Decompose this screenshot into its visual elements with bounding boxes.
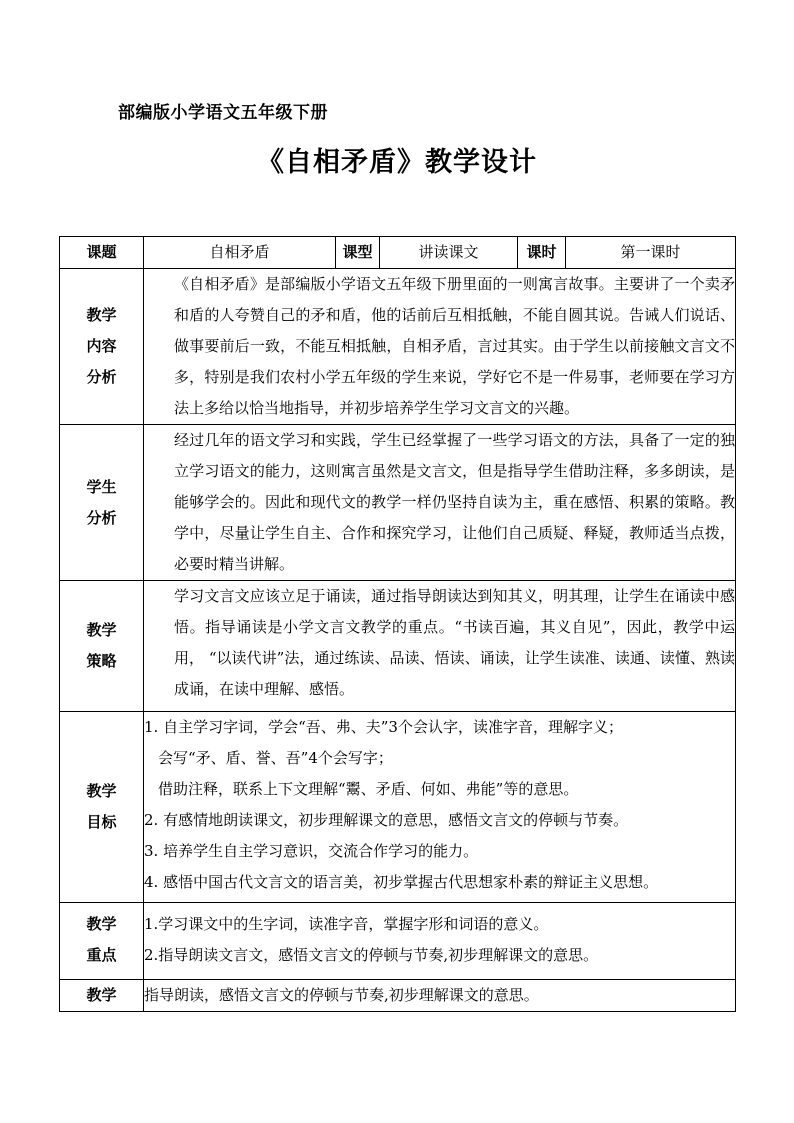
lesson-plan-table bbox=[59, 236, 736, 1012]
list-item: 1.学习课文中的生字词，读准字音，掌握字形和词语的意义。 bbox=[144, 915, 549, 933]
difficulties-text: 指导朗读，感悟文言文的停顿与节奏,初步理解课文的意思。 bbox=[144, 980, 736, 1012]
difficulties-label: 教学 bbox=[60, 980, 144, 1012]
strategy-row bbox=[60, 581, 736, 712]
student-analysis-text: 经过几年的语文学习和实践，学生已经掌握了一些学习语文的方法，具备了一定的独立学习语文的能力，这则寓言虽然是文言文，但是指导学生借助注释，多多朗读，是能够学会的。因此和现代文的教学一样仍坚持自读为主，重在感悟、积累的策略。教学中，尽量让学生自主、合作和探究学习，让他们自己质疑、释疑，教师适当点拨，必要时精当讲解。 bbox=[144, 425, 736, 581]
period-value: 第一课时 bbox=[566, 237, 736, 269]
list-item: 1. 自主学习字词，学会“吾、弗、夫”3个会认字，读准字音，理解字义； bbox=[144, 718, 623, 736]
document-subtitle: 部编版小学语文五年级下册 bbox=[118, 103, 328, 123]
goals-label: 教学 目标 bbox=[60, 712, 144, 903]
period-label: 课时 bbox=[518, 237, 566, 269]
list-item: 借助注释，联系上下文理解“鬻、矛盾、何如、弗能”等的意思。 bbox=[158, 780, 579, 798]
list-item: 3. 培养学生自主学习意识，交流合作学习的能力。 bbox=[144, 842, 479, 860]
student-analysis-row bbox=[60, 425, 736, 581]
key-points-label: 教学 重点 bbox=[60, 903, 144, 980]
type-value: 讲读课文 bbox=[380, 237, 518, 269]
student-analysis-label: 学生 分析 bbox=[60, 425, 144, 581]
key-points-list bbox=[144, 903, 736, 980]
type-label: 课型 bbox=[336, 237, 380, 269]
goals-row bbox=[60, 712, 736, 903]
strategy-text: 学习文言文应该立足于诵读，通过指导朗读达到知其义，明其理，让学生在诵读中感悟。指导诵读是小学文言文教学的重点。“书读百遍，其义自见”，因此，教学中运用， “以读代讲”法，通过练读、品读、悟读、诵读，让学生读准、读通、读懂、熟读成诵，在读中理解、感悟。 bbox=[144, 581, 736, 712]
info-row bbox=[60, 237, 736, 269]
strategy-label: 教学 策略 bbox=[60, 581, 144, 712]
content-analysis-text: 《自相矛盾》是部编版小学语文五年级下册里面的一则寓言故事。主要讲了一个卖矛和盾的人夸赞自己的矛和盾，他的话前后互相抵触，不能自圆其说。告诫人们说话、做事要前后一致，不能互相抵触，自相矛盾，言过其实。由于学生以前接触文言文不多，特别是我们农村小学五年级的学生来说，学好它不是一件易事，老师要在学习方法上多给以恰当地指导，并初步培养学生学习文言文的兴趣。 bbox=[144, 269, 736, 425]
document-title: 《自相矛盾》教学设计 bbox=[257, 147, 537, 178]
content-analysis-row bbox=[60, 269, 736, 425]
list-item: 会写“矛、盾、誉、吾”4个会写字； bbox=[158, 749, 393, 767]
key-points-row bbox=[60, 903, 736, 980]
list-item: 2. 有感情地朗读课文，初步理解课文的意思，感悟文言文的停顿与节奏。 bbox=[144, 811, 629, 829]
topic-label: 课题 bbox=[60, 237, 144, 269]
difficulties-row bbox=[60, 980, 736, 1012]
content-analysis-label: 教学 内容 分析 bbox=[60, 269, 144, 425]
goals-list bbox=[144, 712, 736, 903]
topic-value: 自相矛盾 bbox=[144, 237, 336, 269]
list-item: 4. 感悟中国古代文言文的语言美，初步掌握古代思想家朴素的辩证主义思想。 bbox=[144, 873, 659, 891]
list-item: 2.指导朗读文言文，感悟文言文的停顿与节奏,初步理解课文的意思。 bbox=[144, 946, 599, 964]
